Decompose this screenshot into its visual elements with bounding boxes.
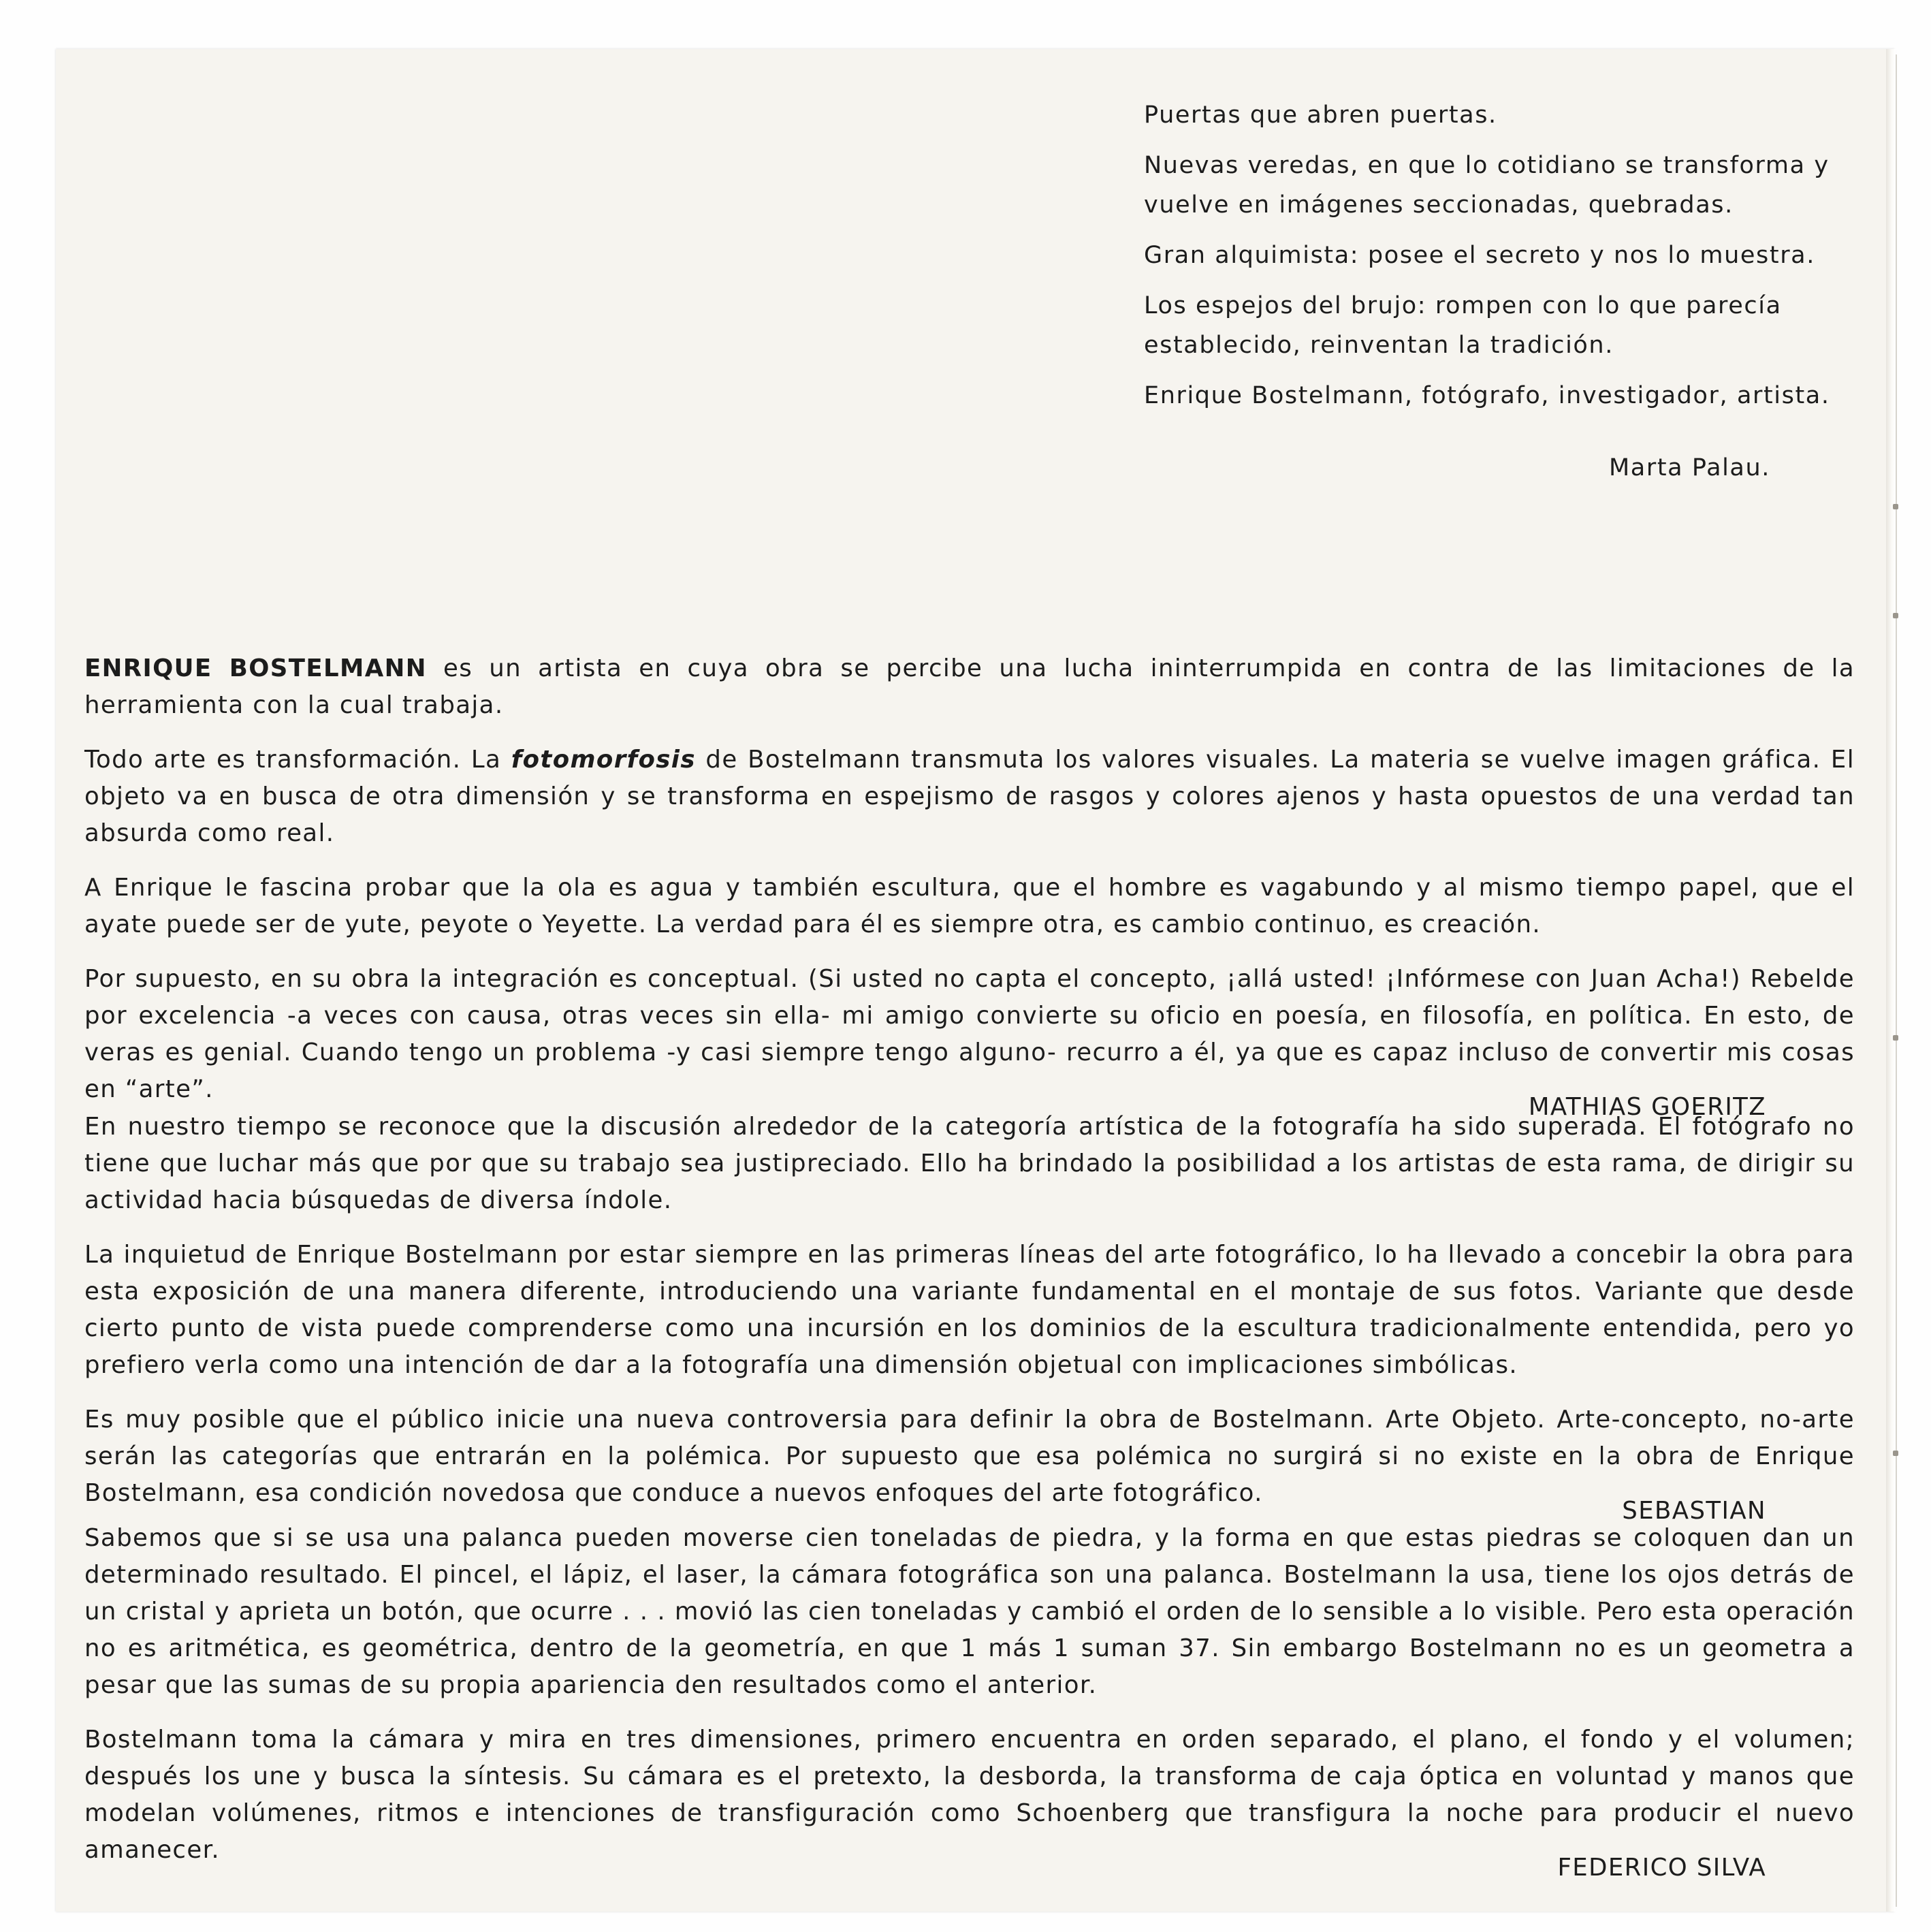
paragraph: A Enrique le fascina probar que la ola es agua y también escultura, que el hombre es vagabundo y al mismo tiempo papel, que el ayate puede ser de yute, peyote o Yeyette. La verdad para él es siempre otra, es cambio continuo, es creación. bbox=[84, 874, 1855, 938]
poem-line: Gran alquimista: posee el secreto y nos lo muestra. bbox=[1144, 242, 1815, 269]
paragraph-text: Por supuesto, en su obra la integración es conceptual. (Si usted no capta el concepto, ¡allá usted! ¡Infórmese con Juan Acha!) Rebelde por excelencia -a veces con causa, otras veces sin ella- mi amigo convierte su oficio en poesía, en filosofía, en política. En esto, de veras es genial. Cuando tengo un problema -y casi siempre tengo alguno- recurro a él, ya que es capaz incluso de convertir mis cosas en “arte”. bbox=[84, 965, 1855, 1103]
paragraph: En nuestro tiempo se reconoce que la discusión alrededor de la categoría artística de la fotografía ha sido superada. El fotógrafo no tiene que luchar más que por que su trabajo sea justipreciado. Ello ha brindado la posibilidad a los artistas de esta rama, de dirigir su actividad hacia búsquedas de diversa índole. bbox=[84, 1113, 1855, 1214]
goeritz-essay bbox=[84, 650, 1855, 1126]
emphasized-term: fotomorfosis bbox=[511, 746, 696, 774]
paragraph-text: de Bostelmann transmuta los valores visuales. La materia se vuelve imagen gráfica. El objeto va en busca de otra dimensión y se transforma en espejismo de rasgos y colores ajenos y hasta opuestos de una verdad tan absurda como real. bbox=[84, 746, 1855, 847]
poem-line: Enrique Bostelmann, fotógrafo, investigador, artista. bbox=[1144, 382, 1830, 409]
page-edge bbox=[1896, 54, 1897, 1907]
page-fold bbox=[1886, 49, 1896, 1912]
author-signature: MATHIAS GOERITZ bbox=[1528, 1093, 1766, 1121]
author-signature: FEDERICO SILVA bbox=[1557, 1854, 1766, 1882]
paragraph: Es muy posible que el público inicie una nueva controversia para definir la obra de Bostelmann. Arte Objeto. Arte-concepto, no-arte serán las categorías que entrarán en la polémica. Por supuesto que esa polémica no surgirá si no existe en la obra de Enrique Bostelmann, esa condición novedosa que conduce a nuevos enfoques del arte fotográfico. bbox=[84, 1406, 1855, 1507]
paragraph bbox=[84, 742, 1855, 852]
paragraph: La inquietud de Enrique Bostelmann por estar siempre en las primeras líneas del arte fotográfico, lo ha llevado a concebir la obra para esta exposición de una manera diferente, introduciendo una variante fundamental en el montaje de sus fotos. Variante que desde cierto punto de vista puede comprenderse como una incursión en los dominios de la escultura tradicionalmente entendida, pero yo prefiero verla como una intención de dar a la fotografía una dimensión objetual con implicaciones simbólicas. bbox=[84, 1241, 1855, 1379]
poem-block bbox=[1144, 95, 1852, 498]
paragraph bbox=[84, 650, 1855, 724]
artist-name: ENRIQUE BOSTELMANN bbox=[84, 654, 427, 682]
edge-mark bbox=[1893, 1451, 1898, 1456]
edge-mark bbox=[1893, 1035, 1898, 1041]
poem-line: Puertas que abren puertas. bbox=[1144, 101, 1497, 129]
edge-mark bbox=[1893, 613, 1898, 618]
sebastian-essay bbox=[84, 1109, 1855, 1530]
author-signature: SEBASTIAN bbox=[1622, 1497, 1766, 1525]
paragraph: Sabemos que si se usa una palanca pueden moverse cien toneladas de piedra, y la forma en que estas piedras se coloquen dan un determinado resultado. El pincel, el lápiz, el laser, la cámara fotográfica son una palanca. Bostelmann la usa, tiene los ojos detrás de un cristal y aprieta un botón, que ocurre . . . movió las cien toneladas y cambió el orden de lo sensible a lo visible. Pero esta operación no es aritmética, es geométrica, dentro de la geometría, en que 1 más 1 suman 37. Sin embargo Bostelmann no es un geometra a pesar que las sumas de su propia apariencia den resultados como el anterior. bbox=[84, 1524, 1855, 1699]
silva-essay bbox=[84, 1520, 1855, 1886]
paragraph bbox=[84, 961, 1855, 1108]
edge-mark bbox=[1893, 504, 1898, 509]
paragraph-text: es un artista en cuya obra se percibe una lucha ininterrumpida en contra de las limitaciones de la herramienta con la cual trabaja. bbox=[84, 654, 1855, 719]
poem-line: Los espejos del brujo: rompen con lo que parecía establecido, reinventan la tradición. bbox=[1144, 292, 1782, 359]
poem-line: Nuevas veredas, en que lo cotidiano se transforma y vuelve en imágenes seccionadas, quebradas. bbox=[1144, 152, 1830, 219]
paragraph-text: Todo arte es transformación. La bbox=[84, 746, 511, 774]
poem-signature: Marta Palau. bbox=[1609, 454, 1770, 481]
paragraph: Bostelmann toma la cámara y mira en tres dimensiones, primero encuentra en orden separado, el plano, el fondo y el volumen; después los une y busca la síntesis. Su cámara es el pretexto, la desborda, la transforma de caja óptica en voluntad y manos que modelan volúmenes, ritmos e intenciones de transfiguración como Schoenberg que transfigura la noche para producir el nuevo amanecer. bbox=[84, 1726, 1855, 1864]
